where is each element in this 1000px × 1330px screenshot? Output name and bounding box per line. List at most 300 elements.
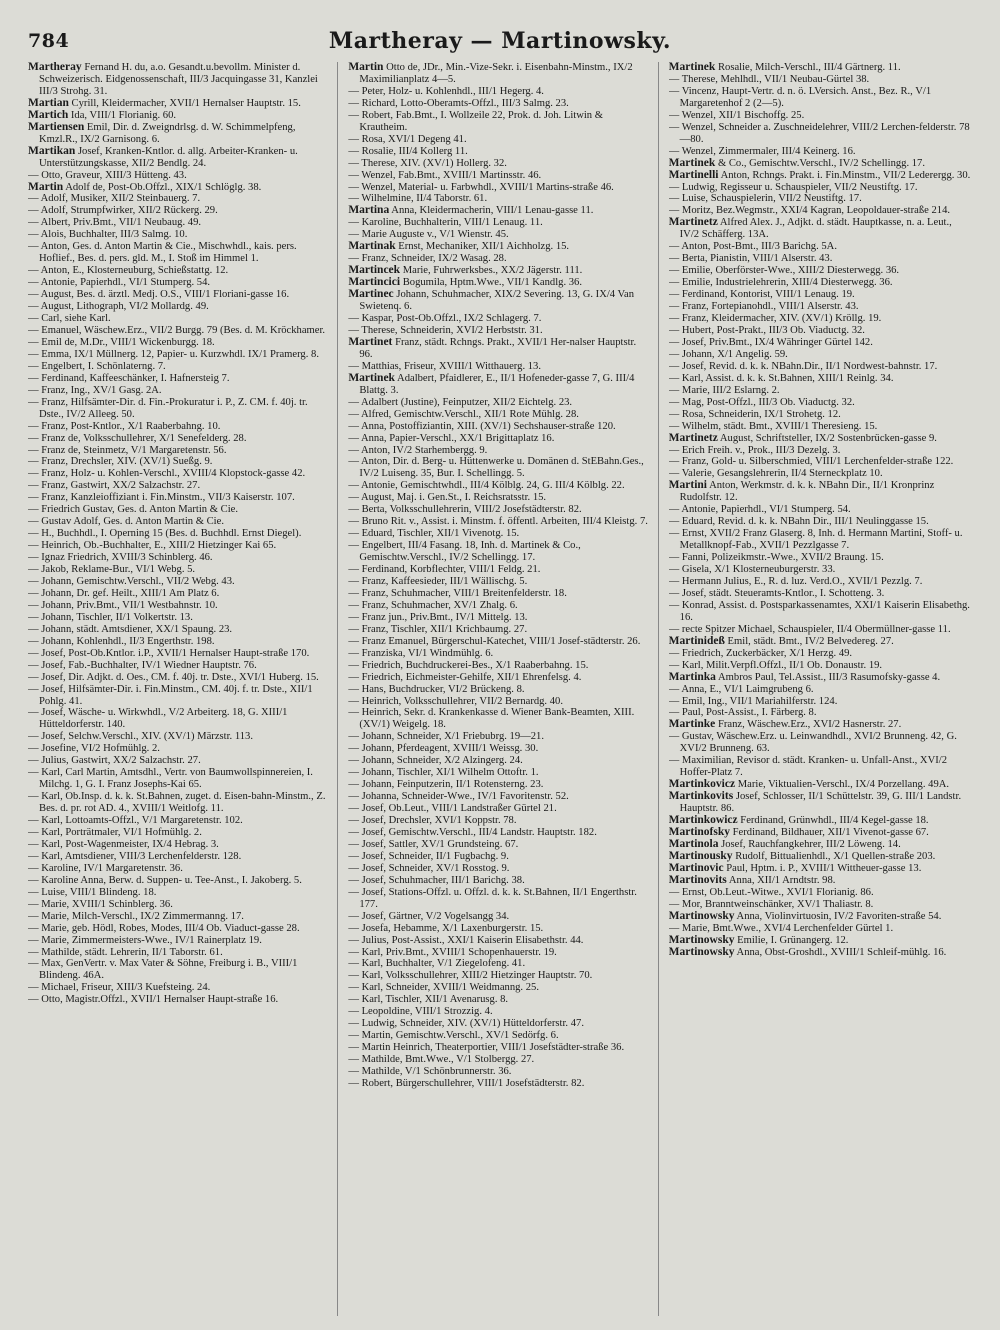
entry-text: — Kaspar, Post-Ob.Offzl., IX/2 Schlagerg. 7. bbox=[348, 313, 542, 325]
directory-entry bbox=[669, 588, 972, 600]
directory-entry bbox=[348, 182, 651, 194]
entry-text: — Josef, städt. Steueramts-Kntlor., I. Schotteng. 3. bbox=[668, 587, 885, 599]
directory-entry bbox=[669, 684, 972, 696]
entry-surname: Martinek bbox=[668, 62, 716, 73]
entry-text: — Anton, Dir. d. Berg- u. Hüttenwerke u. Domänen d. StEBahn.Ges., IV/2 Luiseng. 35, Bur. I. Schellingg. 5. bbox=[348, 456, 644, 480]
directory-entry bbox=[348, 863, 651, 875]
entry-text: — Ludwig, Schneider, XIV. (XV/1) Hütteldorferstr. 47. bbox=[348, 1018, 584, 1030]
entry-text: — Franz, Ing., XV/1 Gasg. 2A. bbox=[28, 384, 162, 396]
entry-text: — Franz, Schneider, IX/2 Wasag. 28. bbox=[348, 253, 507, 265]
directory-entry bbox=[348, 62, 651, 86]
entry-text: — Johann, Feinputzerin, II/1 Rotensterng. 23. bbox=[348, 779, 544, 791]
entry-text: — Josef, Dir. Adjkt. d. Oes., CM. f. 40j. tr. Dste., XVI/1 Huberg. 15. bbox=[28, 671, 319, 683]
directory-entry bbox=[348, 528, 651, 540]
directory-entry bbox=[669, 433, 972, 445]
directory-entry bbox=[669, 947, 972, 959]
entry-text: Ambros Paul, Tel.Assist., III/3 Rasumofsky-gasse 4. bbox=[718, 671, 941, 683]
entry-text: — Wenzel, XII/1 Bischoffg. 25. bbox=[668, 109, 805, 121]
entry-text: — Franz, Tischler, XII/1 Krichbaumg. 27. bbox=[348, 623, 528, 635]
directory-entry bbox=[348, 815, 651, 827]
entry-text: — Karoline, Buchhalterin, VIII/1 Lenaug. 11. bbox=[348, 217, 543, 229]
directory-entry bbox=[28, 468, 331, 480]
directory-entry bbox=[348, 648, 651, 660]
entry-text: Anna, XII/1 Arndtstr. 98. bbox=[728, 874, 836, 886]
directory-entry bbox=[348, 803, 651, 815]
directory-entry bbox=[28, 445, 331, 457]
directory-entry bbox=[348, 731, 651, 743]
directory-entry bbox=[28, 456, 331, 468]
entry-text: — Johann, Pferdeagent, XVIII/1 Weissg. 30. bbox=[348, 743, 539, 755]
directory-entry bbox=[348, 612, 651, 624]
entry-text: — Josef, Priv.Bmt., IX/4 Währinger Gürtel 142. bbox=[668, 336, 873, 348]
directory-entry bbox=[28, 217, 331, 229]
directory-entry bbox=[669, 648, 972, 660]
directory-entry bbox=[348, 421, 651, 433]
directory-entry bbox=[348, 1054, 651, 1066]
entry-text: — Johann, städt. Amtsdiener, XX/1 Spaung. 23. bbox=[28, 623, 233, 635]
entry-surname: Martinola bbox=[668, 837, 719, 850]
directory-entry bbox=[348, 994, 651, 1006]
entry-surname: Martich bbox=[28, 108, 69, 121]
directory-entry bbox=[28, 612, 331, 624]
entry-text: — Josef, Stations-Offzl. u. Offzl. d. k. k. St.Bahnen, II/1 Engerthstr. 177. bbox=[348, 886, 637, 910]
directory-entry bbox=[28, 313, 331, 325]
entry-text: — Johann, Tischler, XI/1 Wilhelm Ottoftr. 1. bbox=[348, 767, 539, 779]
entry-text: — Emilie, Oberförster-Wwe., XIII/2 Diesterwegg. 36. bbox=[668, 265, 900, 277]
directory-entry bbox=[28, 588, 331, 600]
entry-text: — Franz jun., Priv.Bmt., IV/1 Mittelg. 13. bbox=[348, 611, 528, 623]
entry-surname: Martinetz bbox=[668, 216, 718, 229]
directory-entry bbox=[348, 887, 651, 911]
directory-entry bbox=[28, 193, 331, 205]
entry-text: Ferdinand, Bildhauer, XII/1 Vivenot-gasse 67. bbox=[732, 827, 929, 838]
directory-entry bbox=[348, 1006, 651, 1018]
directory-entry bbox=[348, 98, 651, 110]
directory-entry bbox=[348, 911, 651, 923]
entry-text: Ernst, Mechaniker, XII/1 Aichholzg. 15. bbox=[398, 241, 570, 253]
entry-text: & Co., Gemischtw.Verschl., IV/2 Schellingg. 17. bbox=[717, 157, 925, 169]
entry-text: — Franz, Kleidermacher, XIV. (XV/1) Kröllg. 19. bbox=[668, 313, 882, 325]
directory-entry bbox=[348, 958, 651, 970]
entry-text: — Wenzel, Fab.Bmt., XVIII/1 Martinsstr. 46. bbox=[348, 169, 542, 181]
entry-surname: Martinelli bbox=[668, 168, 719, 181]
entry-text: — Alois, Buchhalter, III/3 Salmg. 10. bbox=[28, 229, 188, 241]
entry-text: — Emil, Ing., VII/1 Mariahilferstr. 124. bbox=[668, 695, 838, 707]
entry-text: — Mag, Post-Offzl., III/3 Ob. Viaductg. 32. bbox=[668, 396, 855, 408]
entry-text: — Hans, Buchdrucker, VI/2 Brückeng. 8. bbox=[348, 683, 525, 695]
entry-text: — Antonie, Gemischtwhdl., III/4 Kölblg. 24, G. III/4 Kölblg. 22. bbox=[348, 480, 625, 492]
entry-surname: Martinek bbox=[668, 156, 716, 169]
entry-surname: Martinovits bbox=[668, 873, 727, 886]
entry-text: — Heinrich, Volksschullehrer, VII/2 Bernardg. 40. bbox=[348, 695, 563, 707]
directory-entry bbox=[348, 1018, 651, 1030]
entry-text: — Franz, Post-Kntlor., X/1 Raaberbahng. 10. bbox=[28, 420, 221, 432]
entry-text: — Karl, Lottoamts-Offzl., V/1 Margaretenstr. 102. bbox=[28, 815, 243, 827]
entry-surname: Martinec bbox=[348, 288, 394, 301]
entry-text: — Karl, Carl Martin, Amtsdhl., Vertr. von Baumwollspinnereien, I. Milchg. 1, G. I. Franz Josephs-Kai 65. bbox=[28, 767, 313, 791]
directory-entry bbox=[348, 146, 651, 158]
entry-text: — Eduard, Revid. d. k. k. NBahn Dir., III/1 Neulinggasse 15. bbox=[668, 516, 929, 528]
entry-text: Otto de, JDr., Min.-Vize-Sekr. i. Eisenbahn-Minstm., IX/2 Maximilianplatz 4—5. bbox=[359, 62, 633, 85]
entry-text: — Wenzel, Material- u. Farbwhdl., XVIII/1 Martins-straße 46. bbox=[348, 181, 614, 193]
entry-text: — Robert, Bürgerschullehrer, VIII/1 Josefstädterstr. 82. bbox=[348, 1078, 585, 1090]
entry-text: — Karl, Post-Wagenmeister, IX/4 Hebrag. 3. bbox=[28, 838, 219, 850]
entry-surname: Martin bbox=[348, 62, 384, 73]
directory-entry bbox=[348, 516, 651, 528]
directory-entry bbox=[28, 947, 331, 959]
entry-text: Josef, Rauchfangkehrer, III/2 Löweng. 14. bbox=[721, 838, 901, 850]
entry-text: — Ernst, Ob.Leut.-Witwe., XVI/1 Florianig. 86. bbox=[668, 886, 874, 898]
entry-text: Paul, Hptm. i. P., XVIII/1 Wittheuer-gasse 13. bbox=[726, 862, 922, 874]
entry-text: — Franz, Gastwirt, XX/2 Salzachstr. 27. bbox=[28, 480, 201, 492]
directory-entry bbox=[28, 887, 331, 899]
directory-entry bbox=[28, 265, 331, 277]
entry-surname: Martinkovits bbox=[668, 790, 734, 803]
entry-text: — Vincenz, Haupt-Vertr. d. n. ö. LVersich. Anst., Bez. R., V/1 Margaretenhof 2 (2—5). bbox=[668, 85, 932, 109]
entry-text: Emil, städt. Bmt., IV/2 Belvedereg. 27. bbox=[727, 635, 894, 647]
entry-surname: Martincici bbox=[348, 276, 401, 289]
directory-entry bbox=[28, 958, 331, 982]
directory-entry bbox=[348, 875, 651, 887]
directory-entry bbox=[669, 911, 972, 923]
entry-text: — Karl, Assist. d. k. k. St.Bahnen, XIII/1 Reinlg. 34. bbox=[668, 372, 894, 384]
entry-text: — Albert, Priv.Bmt., VII/1 Neubaug. 49. bbox=[28, 217, 202, 229]
entry-surname: Martinetz bbox=[668, 431, 718, 444]
directory-entry bbox=[669, 241, 972, 253]
directory-entry bbox=[28, 146, 331, 170]
directory-entry bbox=[28, 277, 331, 289]
directory-entry bbox=[669, 217, 972, 241]
directory-entry bbox=[348, 564, 651, 576]
directory-entry bbox=[669, 456, 972, 468]
entry-text: — Emilie, Industrielehrerin, XIII/4 Diesterwegg. 36. bbox=[668, 277, 893, 289]
entry-text: Adolf de, Post-Ob.Offzl., XIX/1 Schlöglg. 38. bbox=[65, 181, 262, 193]
entry-text: — Josef, Wäsche- u. Wirkwhdl., V/2 Arbeiterg. 18, G. XIII/1 Hütteldorferstr. 140. bbox=[28, 707, 288, 731]
entry-surname: Martinek bbox=[348, 371, 395, 384]
directory-entry bbox=[28, 827, 331, 839]
entry-surname: Martikan bbox=[28, 144, 76, 157]
entry-text: — Moritz, Bez.Wegmstr., XXI/4 Kagran, Leopoldauer-straße 214. bbox=[668, 205, 951, 217]
directory-entry bbox=[348, 170, 651, 182]
directory-entry bbox=[28, 576, 331, 588]
directory-entry bbox=[669, 409, 972, 421]
entry-text: — Josef, Schneider, II/1 Fugbachg. 9. bbox=[348, 850, 509, 862]
entry-text: — Emanuel, Wäschew.Erz., VII/2 Burgg. 79 (Bes. d. M. Kröckhamer. bbox=[28, 324, 326, 336]
directory-entry bbox=[28, 982, 331, 994]
entry-surname: Martinousky bbox=[668, 849, 733, 862]
directory-entry bbox=[669, 86, 972, 110]
entry-text: — Marie, Zimmermeisters-Wwe., IV/1 Rainerplatz 19. bbox=[28, 934, 262, 946]
directory-entry bbox=[28, 229, 331, 241]
directory-entry bbox=[348, 947, 651, 959]
entry-text: Rudolf, Bittualienhdl., X/1 Quellen-straße 203. bbox=[735, 850, 936, 862]
entry-text: — Franz, Drechsler, XIV. (XV/1) Sueßg. 9. bbox=[28, 456, 213, 468]
entry-surname: Martinowsky bbox=[668, 945, 735, 958]
directory-entry bbox=[28, 791, 331, 815]
entry-text: — Karoline Anna, Berw. d. Suppen- u. Tee-Anst., I. Jakoberg. 5. bbox=[28, 874, 302, 886]
directory-entry bbox=[348, 241, 651, 253]
entry-text: — Josef, Ob.Leut., VIII/1 Landstraßer Gürtel 21. bbox=[348, 803, 557, 815]
directory-entry bbox=[348, 636, 651, 648]
directory-entry bbox=[348, 540, 651, 564]
entry-text: — Luise, Schauspielerin, VII/2 Neustiftg. 17. bbox=[668, 193, 862, 205]
entry-text: — H., Buchhdl., I. Operning 15 (Bes. d. Buchhdl. Ernst Diegel). bbox=[28, 528, 302, 540]
entry-text: — Karl, Milit.Verpfl.Offzl., II/1 Ob. Donaustr. 19. bbox=[668, 659, 883, 671]
directory-entry bbox=[28, 660, 331, 672]
entry-text: Adalbert, Pfaidlerer, E., II/1 Hofeneder-gasse 7, G. III/4 Blattg. 3. bbox=[359, 372, 635, 396]
entry-text: — Franz, Holz- u. Kohlen-Verschl., XVIII/4 Klopstock-gasse 42. bbox=[28, 468, 306, 480]
entry-text: August, Schriftsteller, IX/2 Sostenbrücken-gasse 9. bbox=[719, 432, 937, 444]
entry-text: Bogumila, Hptm.Wwe., VII/1 Kandlg. 36. bbox=[402, 277, 583, 289]
entry-text: Anna, Violinvirtuosin, IV/2 Favoriten-straße 54. bbox=[736, 910, 942, 922]
entry-text: Josef, Kranken-Kntlor. d. allg. Arbeiter-Kranken- u. Unterstützungskasse, XII/2 Bendlg. 24. bbox=[39, 145, 298, 169]
entry-text: — Heinrich, Sekr. d. Krankenkasse d. Wiener Bank-Beamten, XIII. (XV/1) Weigelg. 18. bbox=[348, 707, 635, 731]
entry-surname: Martheray bbox=[28, 62, 82, 73]
directory-entry bbox=[669, 122, 972, 146]
entry-text: — Leopoldine, VIII/1 Strozzig. 4. bbox=[348, 1006, 493, 1018]
entry-text: — Otto, Graveur, XIII/3 Hütteng. 43. bbox=[28, 169, 187, 181]
entry-text: Emilie, I. Grünangerg. 12. bbox=[737, 934, 849, 946]
entry-text: — Paul, Post-Assist., I. Färberg. 8. bbox=[668, 707, 817, 719]
entry-text: — recte Spitzer Michael, Schauspieler, II/4 Obermüllner-gasse 11. bbox=[668, 623, 951, 635]
entry-text: — Josef, Revid. d. k. k. NBahn.Dir., II/1 Nordwest-bahnstr. 17. bbox=[668, 360, 938, 372]
entry-text: — Otto, Magistr.Offzl., XVII/1 Hernalser Haupt-straße 16. bbox=[28, 994, 279, 1006]
entry-text: Emil, Dir. d. Zweigndrlsg. d. W. Schimmelpfeng, Kmzl.R., IX/2 Garnisong. 6. bbox=[39, 121, 296, 145]
entry-text: — Johann, Dr. gef. Heilt., XIII/1 Am Platz 6. bbox=[28, 587, 220, 599]
entry-text: — Mathilde, V/1 Schönbrunnerstr. 36. bbox=[348, 1066, 512, 1078]
entry-text: — Karoline, IV/1 Margaretenstr. 36. bbox=[28, 862, 183, 874]
directory-entry bbox=[28, 648, 331, 660]
entry-text: — Karl, Porträtmaler, VI/1 Hofmühlg. 2. bbox=[28, 827, 202, 838]
directory-entry bbox=[28, 767, 331, 791]
entry-text: — Konrad, Assist. d. Postsparkassenamtes, XXI/1 Kaiserin Elisabethg. 16. bbox=[668, 599, 970, 623]
directory-entry bbox=[348, 672, 651, 684]
directory-entry bbox=[348, 982, 651, 994]
entry-text: — Martin, Gemischtw.Verschl., XV/1 Sedörfg. 6. bbox=[348, 1030, 559, 1042]
directory-entry bbox=[28, 863, 331, 875]
entry-text: — Eduard, Tischler, XII/1 Vivenotg. 15. bbox=[348, 528, 520, 540]
directory-entry bbox=[348, 970, 651, 982]
directory-entry bbox=[348, 397, 651, 409]
page-header bbox=[28, 26, 972, 58]
directory-entry bbox=[669, 516, 972, 528]
entry-text: — Engelbert, III/4 Fasang. 18, Inh. d. Martinek & Co., Gemischtw.Verschl., IV/2 Schellingg. 17. bbox=[348, 540, 581, 564]
entry-text: — Josef, Schuhmacher, III/1 Barichg. 38. bbox=[348, 874, 525, 886]
directory-entry bbox=[348, 743, 651, 755]
entry-text: Johann, Schuhmacher, XIX/2 Severing. 13, G. IX/4 Van Swietenq. 6. bbox=[359, 289, 635, 313]
directory-entry bbox=[669, 289, 972, 301]
column-2 bbox=[348, 62, 658, 1316]
entry-text: — Franz de, Volksschullehrer, X/1 Senefelderg. 28. bbox=[28, 432, 247, 444]
directory-entry bbox=[669, 253, 972, 265]
directory-entry bbox=[669, 672, 972, 684]
entry-text: — Marie, Bmt.Wwe., XVI/4 Lerchenfelder Gürtel 1. bbox=[668, 922, 894, 934]
entry-text: Ferdinand, Grünwhdl., III/4 Kegel-gasse 18. bbox=[740, 815, 929, 827]
column-3 bbox=[669, 62, 978, 1316]
entry-text: Cyrill, Kleidermacher, XVII/1 Hernalser Hauptstr. 15. bbox=[71, 97, 301, 109]
entry-text: — Marie Auguste v., V/1 Wienstr. 45. bbox=[348, 229, 509, 241]
entry-surname: Martincek bbox=[348, 264, 401, 277]
entry-text: — Karl, Amtsdiener, VIII/3 Lerchenfelderstr. 128. bbox=[28, 850, 242, 862]
directory-entry bbox=[669, 313, 972, 325]
entry-surname: Martinak bbox=[348, 240, 396, 253]
entry-text: — Antonie, Papierhdl., VI/1 Stumperg. 54. bbox=[668, 504, 851, 516]
directory-entry bbox=[348, 660, 651, 672]
directory-entry bbox=[348, 707, 651, 731]
entry-text: — Valerie, Gesangslehrerin, II/4 Sterneckplatz 10. bbox=[668, 468, 883, 480]
directory-entry bbox=[669, 193, 972, 205]
entry-text: — Rosalie, III/4 Kollerg 11. bbox=[348, 145, 468, 157]
entry-text: — Wilhelmine, II/4 Taborstr. 61. bbox=[348, 193, 488, 205]
directory-entry bbox=[348, 827, 651, 839]
entry-text: — Mathilde, Bmt.Wwe., V/1 Stolbergg. 27. bbox=[348, 1054, 535, 1066]
directory-entry bbox=[348, 110, 651, 134]
directory-entry bbox=[28, 684, 331, 708]
entry-text: — Anna, E., VI/1 Laimgrubeng 6. bbox=[668, 683, 814, 695]
entry-text: — Wilhelm, städt. Bmt., XVIII/1 Theresieng. 15. bbox=[668, 420, 878, 432]
entry-text: Anton, Rchngs. Prakt. i. Fin.Minstm., VII/2 Lederergg. 30. bbox=[720, 169, 971, 181]
entry-text: — Franz, Kaffeesieder, III/1 Wällischg. 5. bbox=[348, 575, 528, 587]
entry-text: — Ludwig, Regisseur u. Schauspieler, VII/2 Neustiftg. 17. bbox=[668, 181, 918, 193]
directory-entry bbox=[348, 684, 651, 696]
directory-entry bbox=[28, 528, 331, 540]
directory-entry bbox=[28, 301, 331, 313]
entry-text: — Hermann Julius, E., R. d. luz. Verd.O., XVII/1 Pezzlg. 7. bbox=[668, 575, 923, 587]
entry-surname: Martinkovicz bbox=[668, 778, 736, 791]
entry-text: — Josef, Post-Ob.Kntlor. i.P., XVII/1 Hernalser Haupt-straße 170. bbox=[28, 647, 310, 659]
directory-entry bbox=[28, 994, 331, 1006]
entry-text: — Anton, E., Klosterneuburg, Schießstattg. 12. bbox=[28, 265, 229, 277]
entry-text: — Gustav, Wäschew.Erz. u. Leinwandhdl., XVI/2 Brunneng. 42, G. XVI/2 Brunneng. 63. bbox=[668, 731, 957, 755]
directory-entry bbox=[28, 421, 331, 433]
directory-entry bbox=[669, 373, 972, 385]
entry-text: — Julius, Gastwirt, XX/2 Salzachstr. 27. bbox=[28, 755, 201, 767]
directory-entry bbox=[348, 935, 651, 947]
entry-text: — Jakob, Reklame-Bur., VI/1 Webg. 5. bbox=[28, 564, 196, 576]
entry-surname: Martini bbox=[668, 479, 707, 492]
directory-entry bbox=[348, 373, 651, 397]
entry-surname: Martina bbox=[348, 204, 390, 217]
directory-entry bbox=[669, 576, 972, 588]
directory-entry bbox=[28, 385, 331, 397]
entry-text: — Anton, Post-Bmt., III/3 Barichg. 5A. bbox=[668, 241, 837, 253]
entry-text: — Karl, Priv.Bmt., XVIII/1 Schopenhauerstr. 19. bbox=[348, 946, 557, 958]
entry-surname: Martiensen bbox=[28, 120, 85, 133]
entry-text: — Luise, VIII/1 Blindeng. 18. bbox=[28, 886, 157, 898]
directory-entry bbox=[28, 325, 331, 337]
directory-entry bbox=[348, 839, 651, 851]
entry-text: — Robert, Fab.Bmt., I. Wollzeile 22, Prok. d. Joh. Litwin & Krautheim. bbox=[348, 109, 603, 133]
entry-text: — Ferdinand, Korbflechter, VIII/1 Feldg. 21. bbox=[348, 564, 541, 576]
entry-text: — Marie, XVIII/1 Schinblerg. 36. bbox=[28, 898, 173, 910]
directory-entry bbox=[28, 337, 331, 349]
entry-text: — Karl, Ob.Insp. d. k. k. St.Bahnen, zuget. d. Eisen-bahn-Minstm., Z. Bes. d. pr. rot AD. 4., XVIII/1 Weitlofg. 11. bbox=[28, 791, 326, 815]
entry-text: — Julius, Post-Assist., XXI/1 Kaiserin Elisabethstr. 44. bbox=[348, 934, 584, 946]
directory-entry bbox=[348, 456, 651, 480]
entry-text: — Max, GenVertr. v. Max Vater & Söhne, Freiburg i. B., VIII/1 Blindeng. 46A. bbox=[28, 958, 298, 982]
entry-text: — Karl, Tischler, XII/1 Avenarusg. 8. bbox=[348, 994, 509, 1006]
directory-entry bbox=[28, 241, 331, 265]
entry-text: — Ernst, XVII/2 Franz Glaserg. 8, Inh. d. Hermann Martini, Stoff- u. Metallknopf-Fab., XVII/1 Pezzlgasse 7. bbox=[668, 528, 963, 552]
directory-entry bbox=[28, 899, 331, 911]
directory-entry bbox=[348, 767, 651, 779]
entry-text: — Friedrich, Eichmeister-Gehilfe, XII/1 Ehrenfelsg. 4. bbox=[348, 671, 582, 683]
entry-text: — Josefine, VI/2 Hofmühlg. 2. bbox=[28, 743, 160, 755]
directory-entry bbox=[28, 170, 331, 182]
entry-text: — Josef, Selchw.Verschl., XIV. (XV/1) Märzstr. 113. bbox=[28, 731, 253, 743]
entry-surname: Martinka bbox=[668, 670, 716, 683]
entry-text: — Franz de, Steinmetz, V/1 Margaretenstr. 56. bbox=[28, 444, 227, 456]
directory-entry bbox=[669, 110, 972, 122]
directory-entry bbox=[669, 385, 972, 397]
entry-text: — Friedrich Gustav, Ges. d. Anton Martin & Cie. bbox=[28, 504, 238, 516]
directory-entry bbox=[669, 301, 972, 313]
entry-text: — Anna, Postoffiziantin, XIII. (XV/1) Sechshauser-straße 120. bbox=[348, 420, 616, 432]
entry-text: — Peter, Holz- u. Kohlenhdl., III/1 Hegerg. 4. bbox=[348, 85, 544, 97]
entry-text: Alfred Alex. J., Adjkt. d. städt. Hauptkasse, n. a. Leut., IV/2 Schäfferg. 13A. bbox=[679, 217, 952, 241]
entry-text: — Franz, Kanzleioffiziant i. Fin.Minstm., VII/3 Kaiserstr. 107. bbox=[28, 492, 295, 504]
directory-entry bbox=[28, 564, 331, 576]
entry-text: — Therese, Schneiderin, XVI/2 Herbststr. 31. bbox=[348, 324, 543, 336]
directory-entry bbox=[28, 122, 331, 146]
entry-surname: Martinideß bbox=[668, 634, 725, 647]
entry-text: — Therese, Mehlhdl., VII/1 Neubau-Gürtel 38. bbox=[668, 73, 870, 85]
entry-text: — Gisela, X/1 Klosterneuburgerstr. 33. bbox=[668, 564, 836, 576]
entry-text: — Ignaz Friedrich, XVIII/3 Schinblerg. 46. bbox=[28, 552, 213, 564]
entry-surname: Martinowsky bbox=[668, 909, 735, 922]
entry-text: — Karl, Buchhalter, V/1 Ziegelofeng. 41. bbox=[348, 958, 526, 970]
entry-surname: Martinowsky bbox=[668, 933, 735, 946]
directory-entry bbox=[348, 325, 651, 337]
directory-entry bbox=[28, 600, 331, 612]
directory-entry bbox=[28, 349, 331, 361]
directory-entry bbox=[28, 62, 331, 98]
entry-text: — Adolf, Musiker, XII/2 Steinbauerg. 7. bbox=[28, 193, 201, 205]
directory-entry bbox=[28, 433, 331, 445]
entry-text: Josef, Schlosser, II/1 Schüttelstr. 39, G. III/1 Landstr. Hauptstr. 86. bbox=[679, 791, 962, 815]
directory-entry bbox=[348, 217, 651, 229]
directory-entry bbox=[28, 743, 331, 755]
directory-entry bbox=[28, 815, 331, 827]
directory-entry bbox=[669, 528, 972, 552]
directory-entry bbox=[348, 755, 651, 767]
directory-entry bbox=[348, 445, 651, 457]
directory-entry bbox=[669, 552, 972, 564]
directory-entry bbox=[348, 313, 651, 325]
entry-text: — Marie, geb. Hödl, Robes, Modes, III/4 Ob. Viaduct-gasse 28. bbox=[28, 922, 300, 934]
entry-text: — Marie, Milch-Verschl., IX/2 Zimmermanng. 17. bbox=[28, 910, 244, 922]
entry-text: Franz, Wäschew.Erz., XVI/2 Hasnerstr. 27. bbox=[717, 719, 902, 731]
entry-text: — Franz, Hilfsämter-Dir. d. Fin.-Prokuratur i. P., Z. CM. f. 40j. tr. Dste., IV/2 Alleeg. 50. bbox=[28, 396, 308, 420]
entry-text: — Franz, Gold- u. Silberschmied, VIII/1 Lerchenfelder-straße 122. bbox=[668, 456, 954, 468]
directory-entry bbox=[28, 672, 331, 684]
directory-entry bbox=[348, 600, 651, 612]
entry-surname: Martin bbox=[28, 180, 64, 193]
directory-entry bbox=[348, 791, 651, 803]
directory-entry bbox=[348, 86, 651, 98]
directory-entry bbox=[669, 265, 972, 277]
entry-text: — Josef, Sattler, XV/1 Grundsteing. 67. bbox=[348, 838, 519, 850]
entry-text: — Josef, Gemischtw.Verschl., III/4 Landstr. Hauptstr. 182. bbox=[348, 827, 597, 838]
directory-entry bbox=[669, 349, 972, 361]
entry-text: — Engelbert, I. Schönlaterng. 7. bbox=[28, 360, 166, 372]
entry-surname: Martian bbox=[28, 96, 69, 109]
directory-entry bbox=[28, 492, 331, 504]
entry-text: — Mathilde, städt. Lehrerin, II/1 Taborstr. 61. bbox=[28, 946, 223, 958]
directory-entry bbox=[669, 361, 972, 373]
entry-text: — Emil de, M.Dr., VIII/1 Wickenburgg. 18. bbox=[28, 336, 215, 348]
entry-text: — Berta, Pianistin, VIII/1 Alserstr. 43. bbox=[668, 253, 833, 265]
